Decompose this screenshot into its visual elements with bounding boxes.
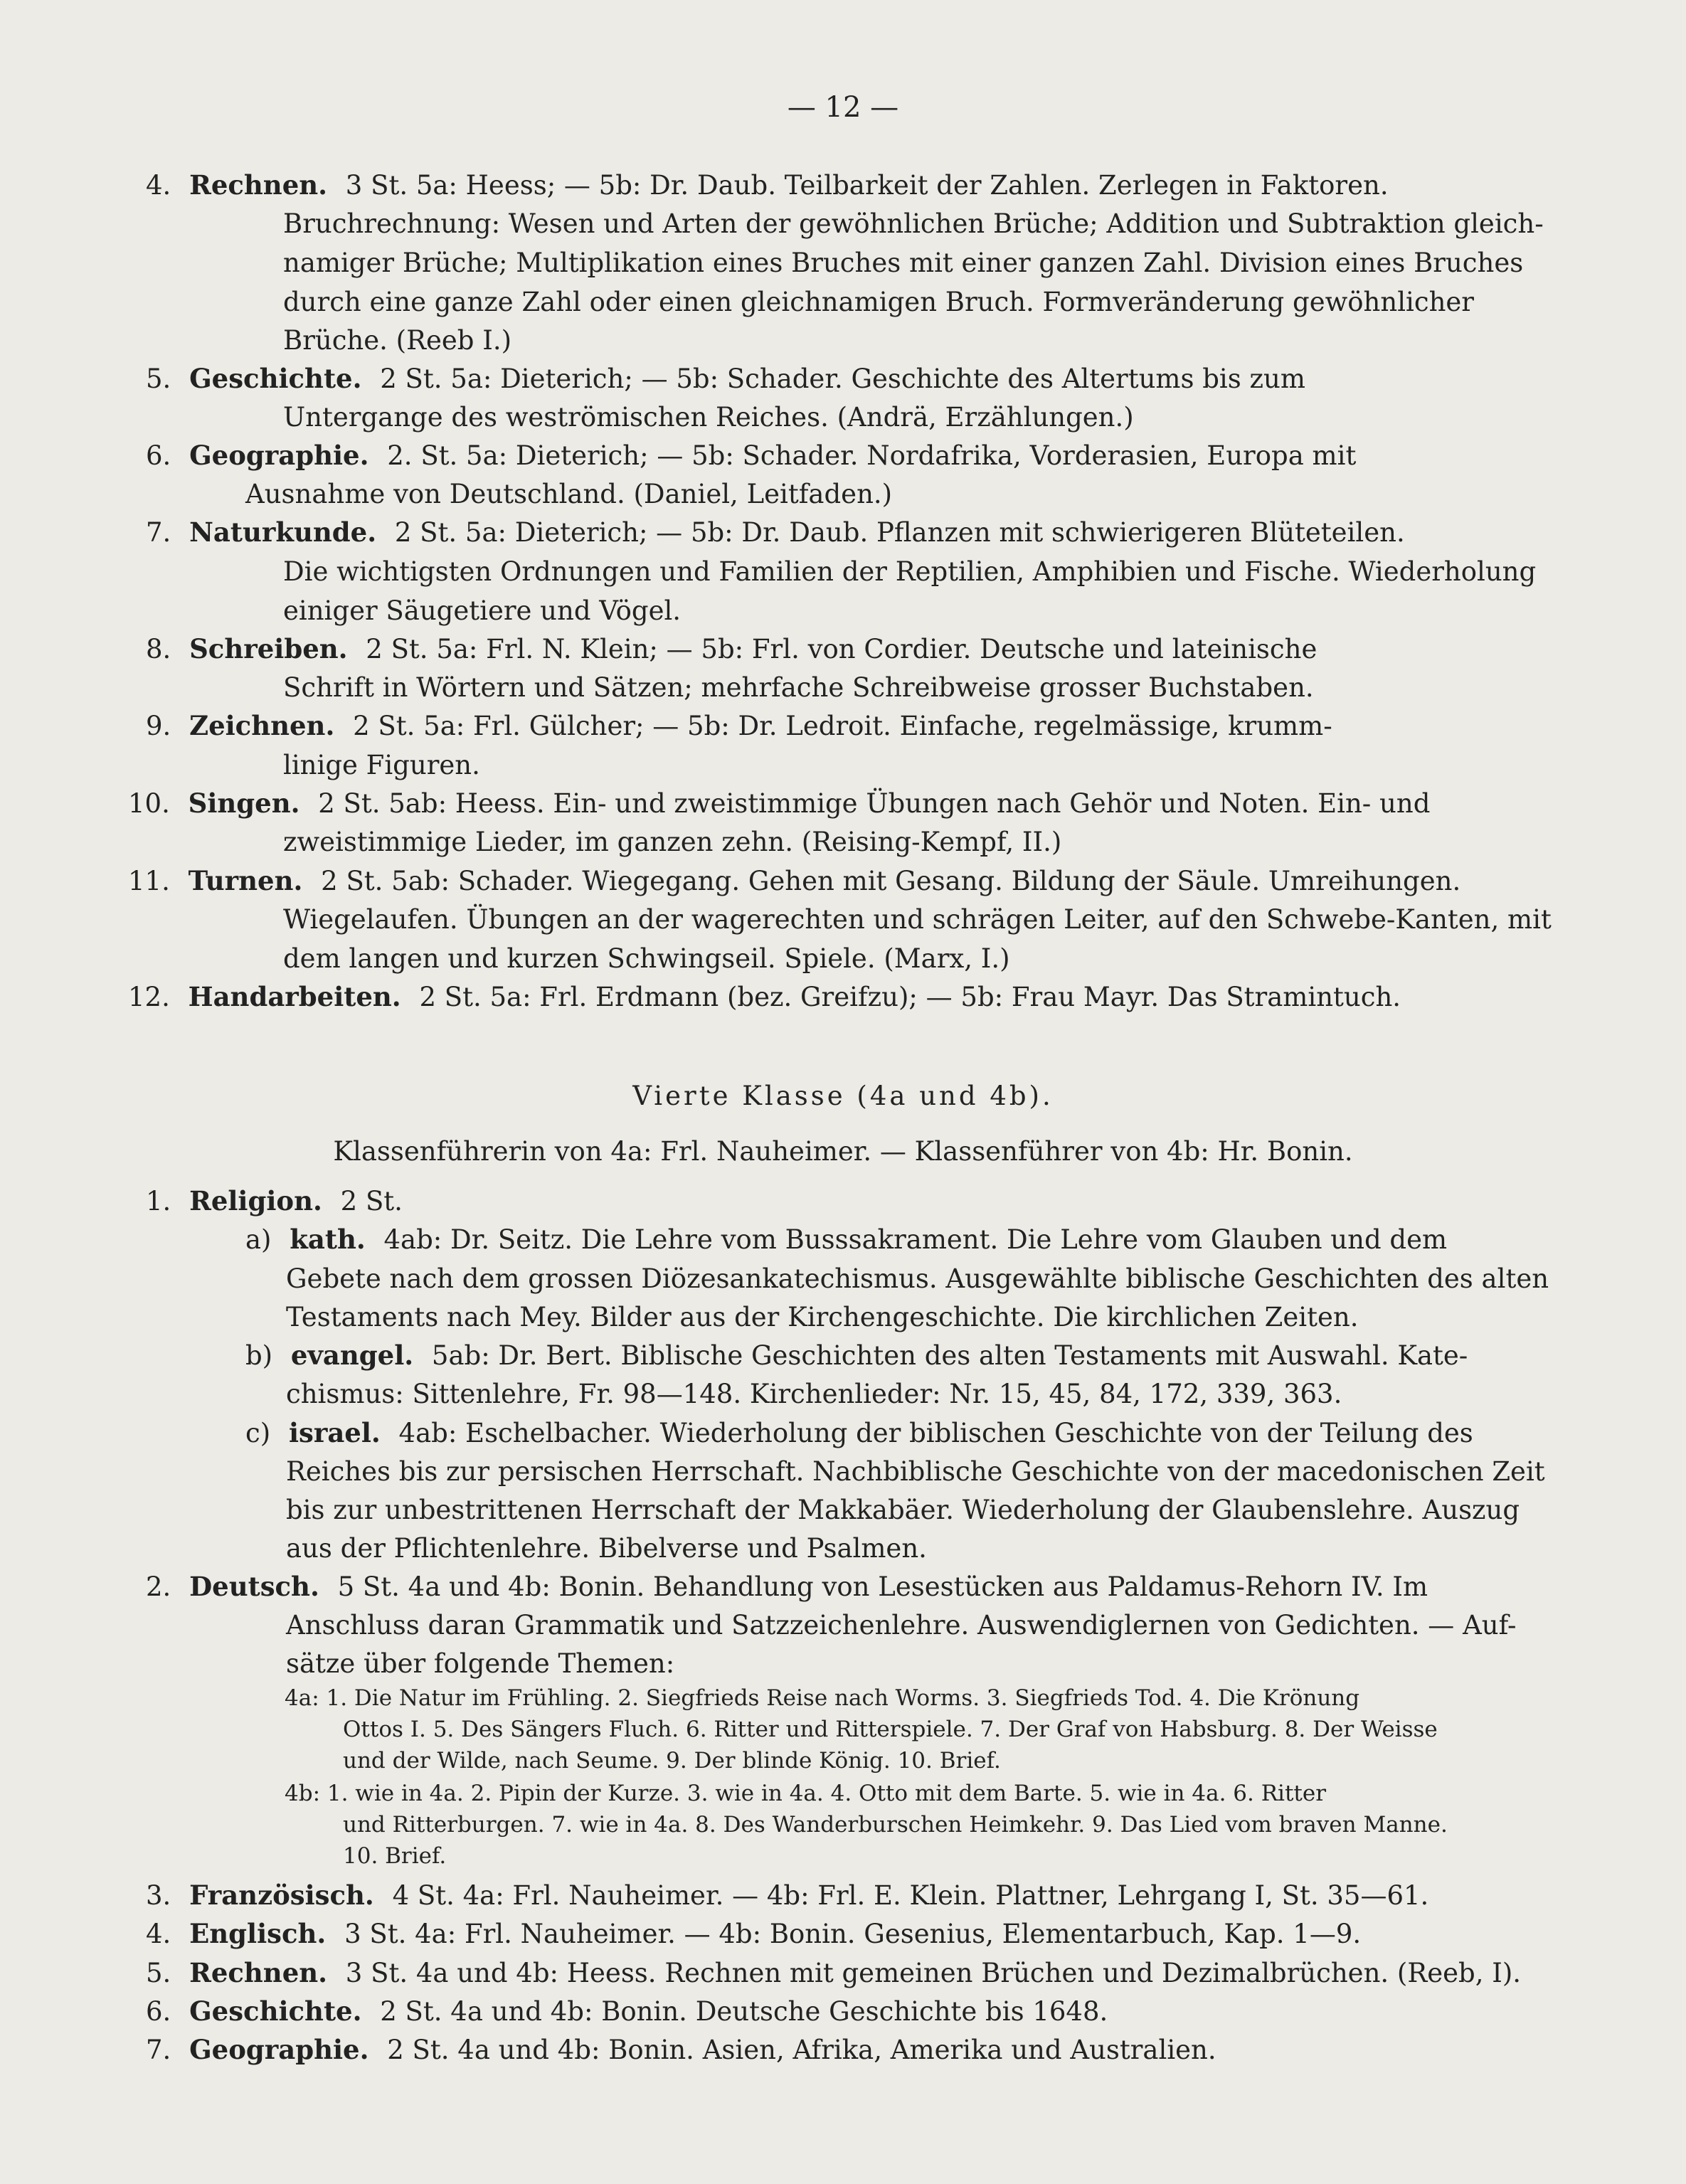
item-text: 3 St. 5a: Heess; — 5b: Dr. Daub. Teilbarkeit der Zahlen. Zerlegen in Faktoren. [345, 170, 1389, 201]
item-line: namiger Brüche; Multiplikation eines Bruches mit einer ganzen Zahl. Division eines Bruches [283, 248, 1524, 278]
item-line: Bruchrechnung: Wesen und Arten der gewöhnlichen Brüche; Addition und Subtraktion gleich- [283, 208, 1544, 239]
item-subject: Singen. [188, 788, 300, 819]
item-subject: Handarbeiten. [188, 981, 401, 1012]
item-number: 6. [146, 440, 171, 471]
item-text: 3 St. 4a und 4b: Heess. Rechnen mit gemeinen Brüchen und Dezimalbrüchen. (Reeb, I). [345, 1958, 1522, 1988]
item-text: 2 St. 5a: Frl. Erdmann (bez. Greifzu); — 5b: Frau Mayr. Das Stramintuch. [419, 982, 1401, 1012]
item-subject: Naturkunde. [189, 516, 377, 548]
list-item-schreiben [146, 633, 1327, 664]
item-text: 4 St. 4a: Frl. Nauheimer. — 4b: Frl. E. Klein. Plattner, Lehrgang I, St. 35—61. [392, 1880, 1429, 1911]
item-subject: Geographie. [189, 2034, 369, 2065]
item-line: zweistimmige Lieder, im ganzen zehn. (Reising-Kempf, II.) [283, 827, 1062, 857]
item-subject: Geschichte. [189, 363, 362, 394]
item-text: 2 St. 5ab: Schader. Wiegegang. Gehen mit Gesang. Bildung der Säule. Umreihungen. [321, 866, 1461, 896]
list-item-religion [146, 1185, 413, 1216]
list-item-deutsch [146, 1571, 1438, 1602]
item-number: 9. [146, 711, 171, 741]
item-line: Schrift in Wörtern und Sätzen; mehrfache Schreibweise grosser Buchstaben. [283, 672, 1314, 703]
list-item-rechnen [146, 169, 1399, 201]
item-line: Reiches bis zur persischen Herrschaft. Nachbiblische Geschichte von der macedonischen Zeit [286, 1456, 1545, 1487]
item-number: 11. [128, 866, 170, 896]
item-line: sätze über folgende Themen: [286, 1648, 675, 1679]
item-line: Gebete nach dem grossen Diözesankatechismus. Ausgewählte biblische Geschichten des alten [286, 1263, 1549, 1294]
item-line: Testaments nach Mey. Bilder aus der Kirchengeschichte. Die kirchlichen Zeiten. [286, 1302, 1359, 1332]
sub-name: kath. [290, 1224, 366, 1255]
item-line: dem langen und kurzen Schwingseil. Spiele. (Marx, I.) [283, 943, 1010, 974]
item-subject: Zeichnen. [189, 710, 335, 741]
item-subject: Schreiben. [189, 633, 348, 664]
item-line: Die wichtigsten Ordnungen und Familien der Reptilien, Amphibien und Fische. Wiederholung [283, 556, 1537, 587]
page-number: — 12 — [787, 91, 899, 124]
list-item-geographie [146, 442, 1366, 469]
item-subject: Deutsch. [189, 1571, 319, 1602]
item-line: Untergange des weströmischen Reiches. (Andrä, Erzählungen.) [283, 402, 1134, 433]
item-line: durch eine ganze Zahl oder einen gleichnamigen Bruch. Formveränderung gewöhnlicher [283, 287, 1474, 317]
item-text: 2 St. 5a: Frl. N. Klein; — 5b: Frl. von Cordier. Deutsche und lateinische [366, 634, 1317, 664]
sub-letter: b) [245, 1340, 273, 1371]
section-heading: Vierte Klasse (4a und 4b). [632, 1081, 1054, 1111]
list-item-franzoesisch [146, 1882, 1438, 1909]
item-number: 1. [146, 1186, 171, 1216]
item-number: 3. [146, 1880, 171, 1911]
list-item-geschichte [146, 363, 1315, 394]
item-text: 2 St. 5ab: Heess. Ein- und zweistimmige Übungen nach Gehör und Noten. Ein- und [318, 788, 1431, 819]
list-item-geschichte [146, 1995, 1118, 2027]
item-subject: Geschichte. [189, 1995, 362, 2027]
item-subject: Rechnen. [189, 169, 328, 201]
theme-line: 4b: 1. wie in 4a. 2. Pipin der Kurze. 3. wie in 4a. 4. Otto mit dem Barte. 5. wie in 4a. 6. Ritter [285, 1781, 1327, 1806]
list-item-zeichnen [146, 710, 1342, 741]
item-text: 2 St. 4a und 4b: Bonin. Deutsche Geschichte bis 1648. [380, 1996, 1108, 2027]
sub-text: 4ab: Eschelbacher. Wiederholung der biblischen Geschichte von der Teilung des [398, 1418, 1473, 1448]
item-number: 7. [146, 517, 171, 548]
list-item-turnen [128, 865, 1470, 896]
sub-letter: c) [245, 1418, 271, 1448]
item-text: 2 St. 5a: Dieterich; — 5b: Schader. Geschichte des Altertums bis zum [380, 364, 1305, 394]
sub-name: israel. [288, 1417, 381, 1448]
item-text: 3 St. 4a: Frl. Nauheimer. — 4b: Bonin. Gesenius, Elementarbuch, Kap. 1—9. [344, 1919, 1362, 1949]
item-line: Wiegelaufen. Übungen an der wagerechten und schrägen Leiter, auf den Schwebe-Kanten, mit [283, 904, 1552, 935]
theme-line: 4a: 1. Die Natur im Frühling. 2. Siegfrieds Reise nach Worms. 3. Siegfrieds Tod. 4. Die Krönung [285, 1685, 1360, 1711]
sub-item-kath [245, 1226, 1457, 1253]
list-item-geographie [146, 2034, 1226, 2065]
item-text: 2 St. 5a: Dieterich; — 5b: Dr. Daub. Pflanzen mit schwierigeren Blüteteilen. [394, 517, 1405, 548]
item-subject: Religion. [189, 1185, 322, 1216]
item-line: bis zur unbestrittenen Herrschaft der Makkabäer. Wiederholung der Glaubenslehre. Auszug [286, 1495, 1520, 1525]
item-number: 4. [146, 170, 171, 201]
item-line: linige Figuren. [283, 750, 480, 780]
item-number: 10. [128, 788, 170, 819]
item-number: 8. [146, 634, 171, 664]
item-line: Anschluss daran Grammatik und Satzzeichenlehre. Auswendiglernen von Gedichten. — Auf- [286, 1610, 1517, 1640]
item-text: 2. St. 5a: Dieterich; — 5b: Schader. Nordafrika, Vorderasien, Europa mit [387, 440, 1357, 471]
item-subject: Geographie. [189, 440, 369, 471]
list-item-naturkunde [146, 516, 1415, 548]
list-item-rechnen [146, 1957, 1531, 1988]
item-line: Ausnahme von Deutschland. (Daniel, Leitfaden.) [245, 479, 893, 509]
item-number: 7. [146, 2035, 171, 2065]
theme-line: und Ritterburgen. 7. wie in 4a. 8. Des Wanderburschen Heimkehr. 9. Das Lied vom braven Manne. [343, 1812, 1448, 1838]
item-hours: 2 St. [340, 1186, 403, 1216]
sub-text: 4ab: Dr. Seitz. Die Lehre vom Busssakrament. Die Lehre vom Glauben und dem [383, 1224, 1448, 1255]
item-number: 6. [146, 1996, 171, 2027]
item-line: Brüche. (Reeb I.) [283, 325, 512, 356]
sub-item-evangel [245, 1342, 1478, 1369]
sub-letter: a) [245, 1224, 272, 1255]
item-text: 2 St. 4a und 4b: Bonin. Asien, Afrika, Amerika und Australien. [387, 2035, 1216, 2065]
list-item-handarbeiten [128, 981, 1411, 1012]
item-number: 5. [146, 1958, 171, 1988]
list-item-singen [128, 790, 1440, 817]
item-subject: Rechnen. [189, 1957, 328, 1988]
item-line: chismus: Sittenlehre, Fr. 98—148. Kirchenlieder: Nr. 15, 45, 84, 172, 339, 363. [286, 1379, 1342, 1409]
sub-item-israel [245, 1417, 1483, 1448]
theme-line: und der Wilde, nach Seume. 9. Der blinde König. 10. Brief. [343, 1748, 1001, 1774]
item-number: 2. [146, 1571, 171, 1602]
item-line: einiger Säugetiere und Vögel. [283, 595, 682, 626]
sub-name: evangel. [290, 1340, 414, 1371]
item-subject: Turnen. [188, 865, 303, 896]
item-text: 2 St. 5a: Frl. Gülcher; — 5b: Dr. Ledroit. Einfache, regelmässige, krumm- [353, 711, 1332, 741]
item-subject: Englisch. [189, 1918, 327, 1949]
item-number: 12. [128, 982, 170, 1012]
theme-line: Ottos I. 5. Des Sängers Fluch. 6. Ritter und Ritterspiele. 7. Der Graf von Habsburg. 8. Der Weisse [343, 1717, 1438, 1742]
item-number: 5. [146, 364, 171, 394]
class-leaders: Klassenführerin von 4a: Frl. Nauheimer. — Klassenführer von 4b: Hr. Bonin. [333, 1136, 1353, 1167]
theme-line: 10. Brief. [343, 1843, 447, 1869]
item-subject: Französisch. [189, 1880, 374, 1911]
item-text: 5 St. 4a und 4b: Bonin. Behandlung von Lesestücken aus Paldamus-Rehorn IV. Im [337, 1571, 1428, 1602]
item-number: 4. [146, 1919, 171, 1949]
list-item-englisch [146, 1918, 1371, 1949]
item-line: aus der Pflichtenlehre. Bibelverse und Psalmen. [286, 1533, 927, 1564]
sub-text: 5ab: Dr. Bert. Biblische Geschichten des alten Testaments mit Auswahl. Kate- [431, 1340, 1468, 1371]
